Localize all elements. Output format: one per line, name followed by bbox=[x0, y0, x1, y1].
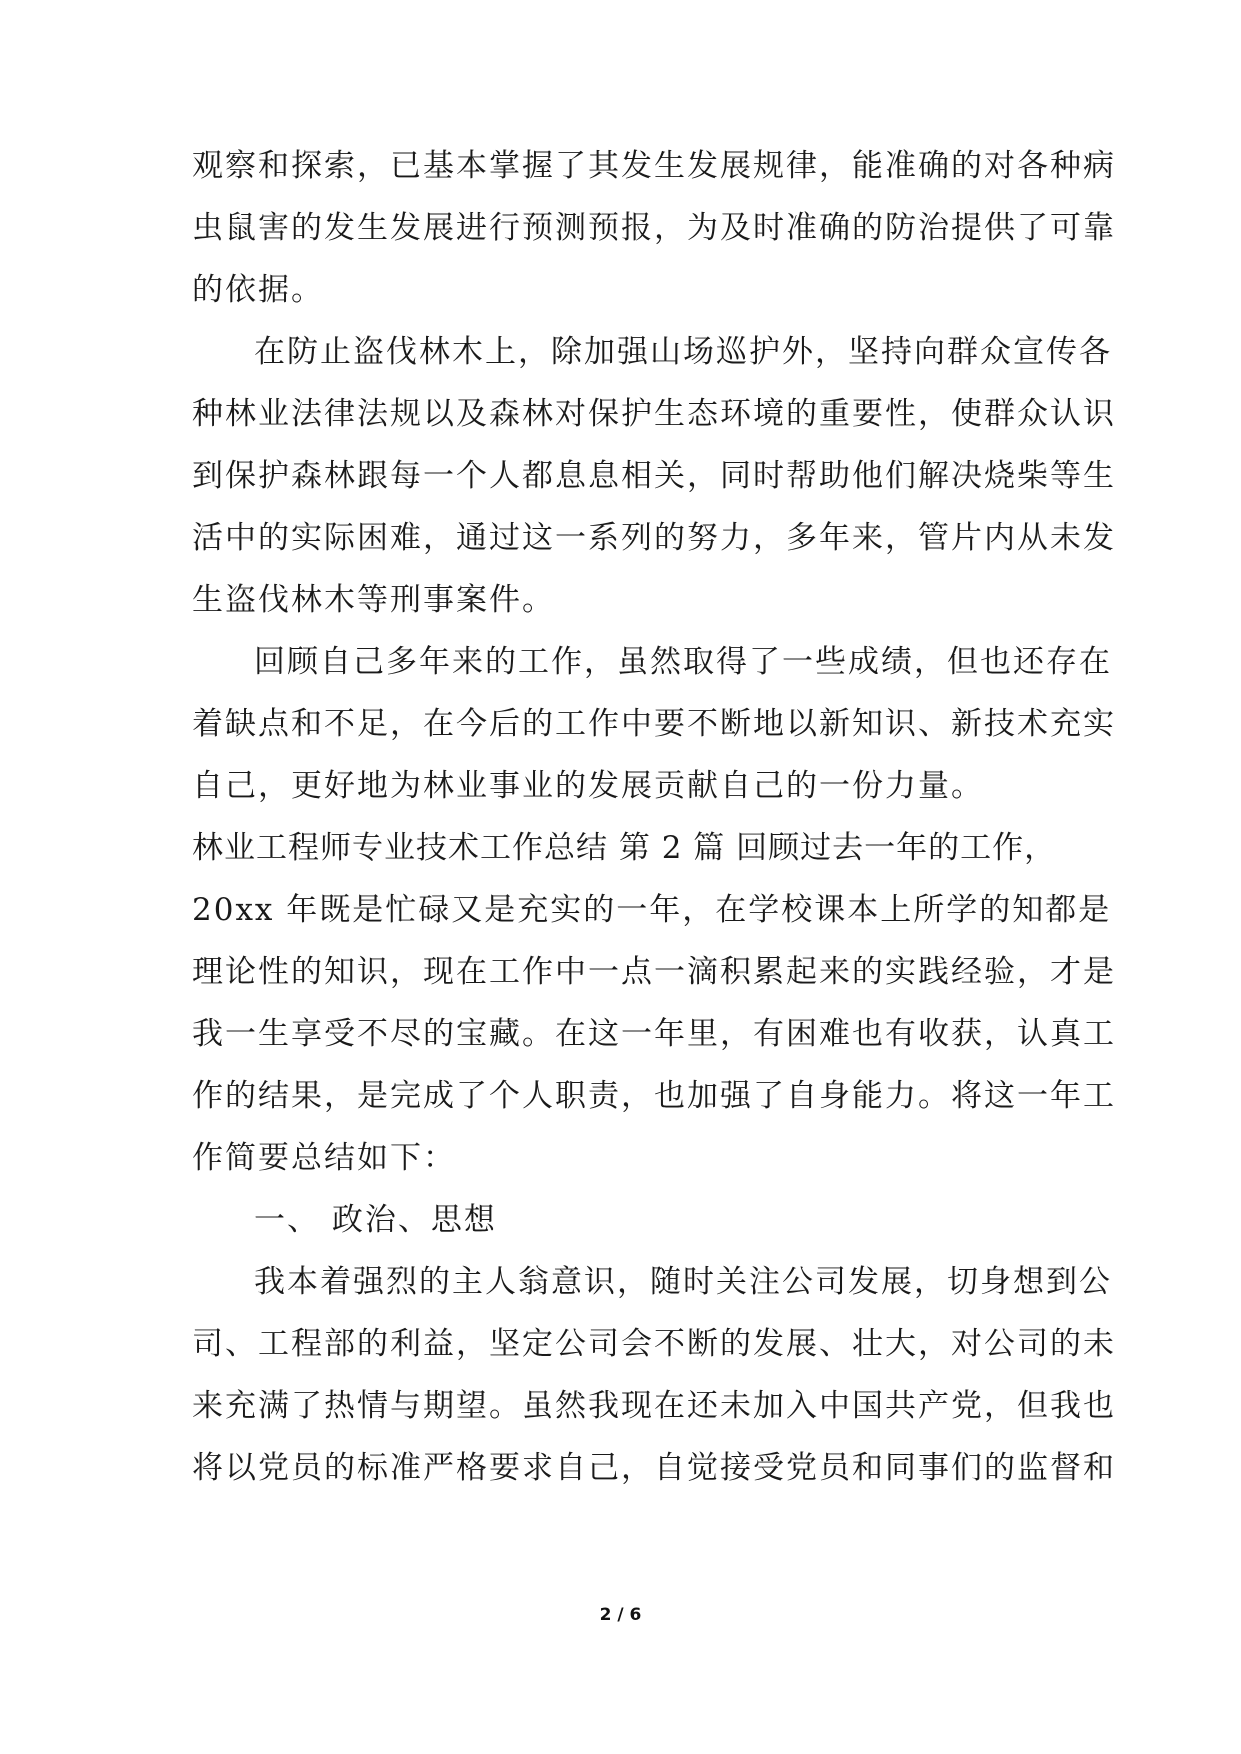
paragraph-first-line: 我本着强烈的主人翁意识，随时关注公司发展，切身想到公 bbox=[254, 1264, 1112, 1300]
body-line: 作简要总结如下： bbox=[192, 1140, 456, 1176]
body-line: 司、工程部的利益，坚定公司会不断的发展、壮大，对公司的未 bbox=[192, 1326, 1116, 1362]
body-line: 20xx 年既是忙碌又是充实的一年，在学校课本上所学的知都是 bbox=[192, 892, 1112, 928]
body-line: 着缺点和不足，在今后的工作中要不断地以新知识、新技术充实 bbox=[192, 706, 1116, 742]
body-line: 我一生享受不尽的宝藏。在这一年里，有困难也有收获，认真工 bbox=[192, 1016, 1116, 1052]
body-line: 观察和探索，已基本掌握了其发生发展规律，能准确的对各种病 bbox=[192, 148, 1116, 184]
body-line: 种林业法律法规以及森林对保护生态环境的重要性，使群众认识 bbox=[192, 396, 1116, 432]
body-line: 来充满了热情与期望。虽然我现在还未加入中国共产党，但我也 bbox=[192, 1388, 1116, 1424]
paragraph-first-line: 回顾自己多年来的工作，虽然取得了一些成绩，但也还存在 bbox=[254, 644, 1112, 680]
paragraph-first-line: 在防止盗伐林木上，除加强山场巡护外，坚持向群众宣传各 bbox=[254, 334, 1112, 370]
body-line: 生盗伐林木等刑事案件。 bbox=[192, 582, 555, 618]
subheading: 一、 政治、思想 bbox=[254, 1202, 497, 1238]
body-line: 理论性的知识，现在工作中一点一滴积累起来的实践经验，才是 bbox=[192, 954, 1116, 990]
body-line: 虫鼠害的发生发展进行预测预报，为及时准确的防治提供了可靠 bbox=[192, 210, 1116, 246]
page-number: 2 / 6 bbox=[599, 1605, 642, 1625]
body-line: 将以党员的标准严格要求自己，自觉接受党员和同事们的监督和 bbox=[192, 1450, 1116, 1486]
body-line: 自己，更好地为林业事业的发展贡献自己的一份力量。 bbox=[192, 768, 984, 804]
section-title-line: 林业工程师专业技术工作总结 第 2 篇 回顾过去一年的工作， bbox=[192, 830, 1057, 866]
body-line: 活中的实际困难，通过这一系列的努力，多年来，管片内从未发 bbox=[192, 520, 1116, 556]
body-line: 到保护森林跟每一个人都息息相关，同时帮助他们解决烧柴等生 bbox=[192, 458, 1116, 494]
body-line: 的依据。 bbox=[192, 272, 324, 308]
body-line: 作的结果，是完成了个人职责，也加强了自身能力。将这一年工 bbox=[192, 1078, 1116, 1114]
